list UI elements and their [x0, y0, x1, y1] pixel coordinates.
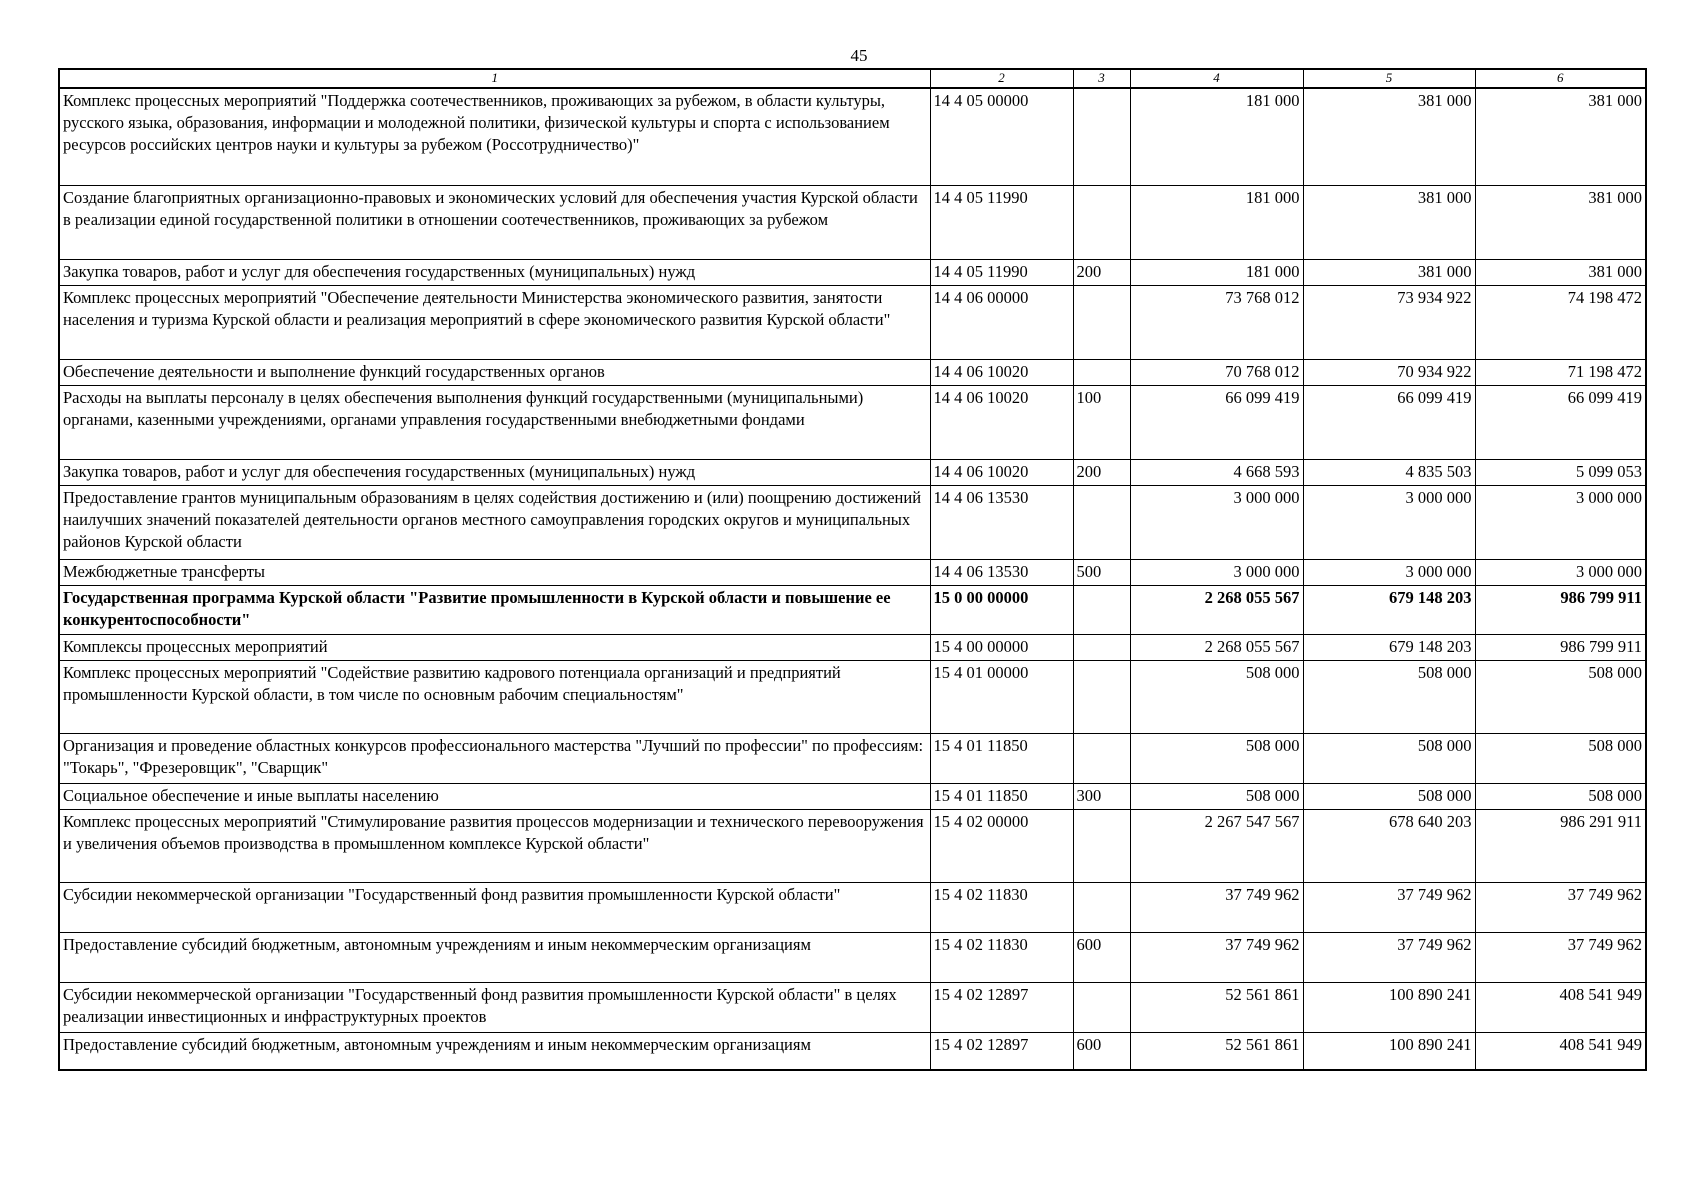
table-row: [59, 585, 1646, 634]
table-row: [59, 259, 1646, 285]
row-name-cell: Организация и проведение областных конкурсов профессионального мастерства "Лучший по профессии" по профессиям: "Токарь", "Фрезеровщик", "Сварщик": [59, 733, 930, 783]
row-code-cell: 14 4 06 13530: [930, 485, 1073, 559]
row-amount-year3-cell: 986 291 911: [1475, 809, 1646, 882]
header-row: [59, 69, 1646, 88]
column-header: 2: [930, 69, 1073, 88]
row-amount-year2-cell: 3 000 000: [1303, 485, 1475, 559]
row-name-cell: Создание благоприятных организационно-правовых и экономических условий для обеспечения участия Курской области в реализации единой государственной политики в отношении соотечественников, проживающих за рубежом: [59, 185, 930, 259]
row-expense-type-cell: [1073, 809, 1130, 882]
table-row: [59, 485, 1646, 559]
row-name-cell: Комплексы процессных мероприятий: [59, 634, 930, 660]
row-amount-year3-cell: 74 198 472: [1475, 285, 1646, 359]
row-code-cell: 15 4 01 11850: [930, 733, 1073, 783]
row-amount-year1-cell: 2 268 055 567: [1130, 585, 1303, 634]
row-amount-year1-cell: 66 099 419: [1130, 385, 1303, 459]
column-header: 6: [1475, 69, 1646, 88]
row-code-cell: 15 4 00 00000: [930, 634, 1073, 660]
row-name-cell: Предоставление субсидий бюджетным, автономным учреждениям и иным некоммерческим организациям: [59, 932, 930, 982]
row-amount-year1-cell: 37 749 962: [1130, 882, 1303, 932]
row-amount-year3-cell: 381 000: [1475, 185, 1646, 259]
row-expense-type-cell: [1073, 285, 1130, 359]
row-amount-year2-cell: 508 000: [1303, 660, 1475, 733]
row-expense-type-cell: 300: [1073, 783, 1130, 809]
row-amount-year2-cell: 508 000: [1303, 733, 1475, 783]
row-amount-year3-cell: 71 198 472: [1475, 359, 1646, 385]
row-amount-year2-cell: 3 000 000: [1303, 559, 1475, 585]
row-expense-type-cell: [1073, 982, 1130, 1032]
row-name-cell: Обеспечение деятельности и выполнение функций государственных органов: [59, 359, 930, 385]
row-code-cell: 15 4 02 12897: [930, 982, 1073, 1032]
row-code-cell: 15 4 02 00000: [930, 809, 1073, 882]
row-name-cell: Комплекс процессных мероприятий "Обеспечение деятельности Министерства экономического развития, занятости населения и туризма Курской области и реализация мероприятий в сфере экономического развития Курской области": [59, 285, 930, 359]
row-amount-year3-cell: 37 749 962: [1475, 932, 1646, 982]
row-amount-year1-cell: 52 561 861: [1130, 982, 1303, 1032]
row-amount-year2-cell: 381 000: [1303, 185, 1475, 259]
table-row: [59, 783, 1646, 809]
row-amount-year1-cell: 4 668 593: [1130, 459, 1303, 485]
row-amount-year2-cell: 66 099 419: [1303, 385, 1475, 459]
row-expense-type-cell: 200: [1073, 259, 1130, 285]
row-amount-year2-cell: 100 890 241: [1303, 982, 1475, 1032]
row-expense-type-cell: [1073, 733, 1130, 783]
row-code-cell: 14 4 05 11990: [930, 185, 1073, 259]
row-name-cell: Государственная программа Курской области "Развитие промышленности в Курской области и повышение ее конкурентоспособности": [59, 585, 930, 634]
table-row: [59, 285, 1646, 359]
row-expense-type-cell: 500: [1073, 559, 1130, 585]
row-amount-year1-cell: 181 000: [1130, 88, 1303, 185]
row-amount-year2-cell: 679 148 203: [1303, 634, 1475, 660]
table-row: [59, 809, 1646, 882]
row-name-cell: Комплекс процессных мероприятий "Содействие развитию кадрового потенциала организаций и предприятий промышленности Курской области, в том числе по основным рабочим специальностям": [59, 660, 930, 733]
row-amount-year2-cell: 381 000: [1303, 259, 1475, 285]
row-amount-year2-cell: 4 835 503: [1303, 459, 1475, 485]
row-code-cell: 15 4 02 11830: [930, 932, 1073, 982]
row-name-cell: Комплекс процессных мероприятий "Поддержка соотечественников, проживающих за рубежом, в области культуры, русского языка, образования, информации и молодежной политики, физической культуры и спорта с использованием ресурсов российских центров науки и культуры за рубежом (Россотрудничество)": [59, 88, 930, 185]
row-expense-type-cell: [1073, 634, 1130, 660]
row-amount-year3-cell: 508 000: [1475, 733, 1646, 783]
table-row: [59, 559, 1646, 585]
row-amount-year2-cell: 70 934 922: [1303, 359, 1475, 385]
row-amount-year2-cell: 678 640 203: [1303, 809, 1475, 882]
row-name-cell: Расходы на выплаты персоналу в целях обеспечения выполнения функций государственными (муниципальными) органами, казенными учреждениями, органами управления государственными внебюджетными фондами: [59, 385, 930, 459]
row-code-cell: 14 4 06 00000: [930, 285, 1073, 359]
table-row: [59, 359, 1646, 385]
row-code-cell: 15 4 01 00000: [930, 660, 1073, 733]
page-number: 45: [850, 46, 868, 65]
row-expense-type-cell: [1073, 882, 1130, 932]
row-amount-year3-cell: 381 000: [1475, 88, 1646, 185]
row-code-cell: 15 4 01 11850: [930, 783, 1073, 809]
table-row: [59, 733, 1646, 783]
row-code-cell: 15 4 02 12897: [930, 1032, 1073, 1070]
table-row: [59, 634, 1646, 660]
row-name-cell: Закупка товаров, работ и услуг для обеспечения государственных (муниципальных) нужд: [59, 459, 930, 485]
column-header: 3: [1073, 69, 1130, 88]
row-name-cell: Субсидии некоммерческой организации "Государственный фонд развития промышленности Курской области": [59, 882, 930, 932]
column-header: 4: [1130, 69, 1303, 88]
row-amount-year1-cell: 181 000: [1130, 185, 1303, 259]
row-amount-year2-cell: 100 890 241: [1303, 1032, 1475, 1070]
row-amount-year2-cell: 381 000: [1303, 88, 1475, 185]
row-code-cell: 14 4 05 00000: [930, 88, 1073, 185]
row-expense-type-cell: [1073, 88, 1130, 185]
row-amount-year3-cell: 3 000 000: [1475, 559, 1646, 585]
row-amount-year3-cell: 3 000 000: [1475, 485, 1646, 559]
row-amount-year1-cell: 2 268 055 567: [1130, 634, 1303, 660]
row-amount-year3-cell: 5 099 053: [1475, 459, 1646, 485]
row-amount-year3-cell: 508 000: [1475, 783, 1646, 809]
row-name-cell: Закупка товаров, работ и услуг для обеспечения государственных (муниципальных) нужд: [59, 259, 930, 285]
table-row: [59, 1032, 1646, 1070]
row-amount-year1-cell: 3 000 000: [1130, 485, 1303, 559]
row-code-cell: 14 4 05 11990: [930, 259, 1073, 285]
row-code-cell: 14 4 06 13530: [930, 559, 1073, 585]
row-name-cell: Предоставление субсидий бюджетным, автономным учреждениям и иным некоммерческим организациям: [59, 1032, 930, 1070]
row-amount-year1-cell: 2 267 547 567: [1130, 809, 1303, 882]
budget-table: [58, 68, 1647, 1071]
row-amount-year1-cell: 70 768 012: [1130, 359, 1303, 385]
table-row: [59, 882, 1646, 932]
row-amount-year2-cell: 37 749 962: [1303, 882, 1475, 932]
table-row: [59, 660, 1646, 733]
row-expense-type-cell: 600: [1073, 932, 1130, 982]
row-expense-type-cell: [1073, 359, 1130, 385]
row-amount-year3-cell: 986 799 911: [1475, 585, 1646, 634]
table-row: [59, 459, 1646, 485]
row-amount-year1-cell: 52 561 861: [1130, 1032, 1303, 1070]
row-expense-type-cell: 600: [1073, 1032, 1130, 1070]
row-code-cell: 14 4 06 10020: [930, 359, 1073, 385]
row-amount-year2-cell: 508 000: [1303, 783, 1475, 809]
table-row: [59, 932, 1646, 982]
row-expense-type-cell: 200: [1073, 459, 1130, 485]
row-amount-year1-cell: 508 000: [1130, 783, 1303, 809]
row-amount-year2-cell: 37 749 962: [1303, 932, 1475, 982]
row-name-cell: Социальное обеспечение и иные выплаты населению: [59, 783, 930, 809]
table-row: [59, 385, 1646, 459]
row-name-cell: Комплекс процессных мероприятий "Стимулирование развития процессов модернизации и технического перевооружения и увеличения объемов производства в промышленном комплексе Курской области": [59, 809, 930, 882]
row-expense-type-cell: 100: [1073, 385, 1130, 459]
row-expense-type-cell: [1073, 485, 1130, 559]
row-code-cell: 14 4 06 10020: [930, 385, 1073, 459]
table-row: [59, 88, 1646, 185]
row-amount-year1-cell: 508 000: [1130, 660, 1303, 733]
row-expense-type-cell: [1073, 185, 1130, 259]
row-code-cell: 14 4 06 10020: [930, 459, 1073, 485]
row-amount-year3-cell: 381 000: [1475, 259, 1646, 285]
row-amount-year3-cell: 66 099 419: [1475, 385, 1646, 459]
row-amount-year2-cell: 73 934 922: [1303, 285, 1475, 359]
row-code-cell: 15 0 00 00000: [930, 585, 1073, 634]
row-name-cell: Субсидии некоммерческой организации "Государственный фонд развития промышленности Курской области" в целях реализации инвестиционных и инфраструктурных проектов: [59, 982, 930, 1032]
row-code-cell: 15 4 02 11830: [930, 882, 1073, 932]
row-amount-year3-cell: 408 541 949: [1475, 982, 1646, 1032]
row-amount-year3-cell: 986 799 911: [1475, 634, 1646, 660]
row-amount-year1-cell: 181 000: [1130, 259, 1303, 285]
row-amount-year1-cell: 37 749 962: [1130, 932, 1303, 982]
row-amount-year1-cell: 508 000: [1130, 733, 1303, 783]
column-header: 5: [1303, 69, 1475, 88]
row-name-cell: Предоставление грантов муниципальным образованиям в целях содействия достижению и (или) поощрению достижений наилучших значений показателей деятельности органов местного самоуправления городских округов и муниципальных районов Курской области: [59, 485, 930, 559]
row-expense-type-cell: [1073, 660, 1130, 733]
row-amount-year3-cell: 508 000: [1475, 660, 1646, 733]
row-name-cell: Межбюджетные трансферты: [59, 559, 930, 585]
row-expense-type-cell: [1073, 585, 1130, 634]
table-row: [59, 185, 1646, 259]
row-amount-year3-cell: 408 541 949: [1475, 1032, 1646, 1070]
row-amount-year1-cell: 3 000 000: [1130, 559, 1303, 585]
row-amount-year2-cell: 679 148 203: [1303, 585, 1475, 634]
column-header: 1: [59, 69, 930, 88]
row-amount-year3-cell: 37 749 962: [1475, 882, 1646, 932]
row-amount-year1-cell: 73 768 012: [1130, 285, 1303, 359]
table-row: [59, 982, 1646, 1032]
